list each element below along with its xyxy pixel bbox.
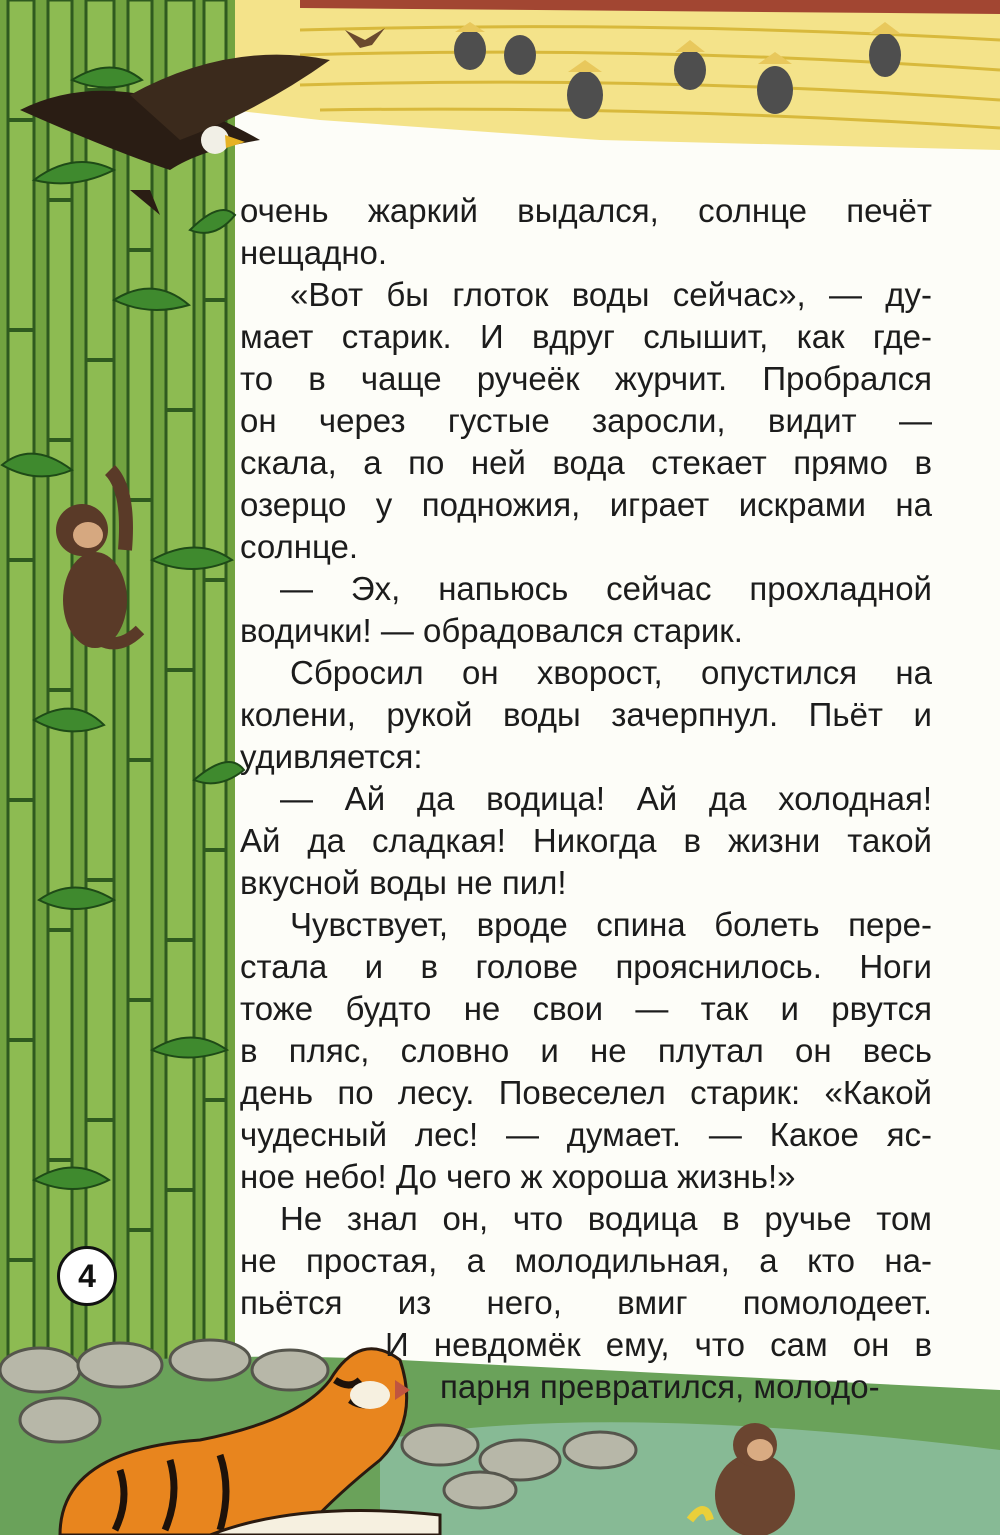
text-line: — Ай да водица! Ай да холодная! <box>280 780 932 817</box>
story-paragraph <box>240 274 932 568</box>
text-line: Чувствует, вроде спина болеть пере- <box>290 906 932 943</box>
story-paragraph <box>240 904 932 1198</box>
text-line: Ай да сладкая! Никогда в жизни такой <box>240 822 932 859</box>
text-line: мает старик. И вдруг слышит, как где- <box>240 318 932 355</box>
text-line: в пляс, словно и не плутал он весь <box>240 1032 932 1069</box>
text-line: И невдомёк ему, что сам он в <box>385 1326 932 1363</box>
text-line: он через густые заросли, видит — <box>240 402 932 439</box>
text-line: тоже будто не свои — так и рвутся <box>240 990 932 1027</box>
text-line: нещадно. <box>240 234 388 271</box>
text-line: «Вот бы глоток воды сейчас», — ду- <box>290 276 932 313</box>
text-line: Сбросил он хворост, опустился на <box>290 654 932 691</box>
text-line: день по лесу. Повеселел старик: «Какой <box>240 1074 932 1111</box>
story-paragraph <box>240 568 932 652</box>
rice-field-illustration <box>230 0 1000 150</box>
text-line: ное небо! До чего ж хороша жизнь!» <box>240 1158 796 1195</box>
text-line: — Эх, напьюсь сейчас прохладной <box>280 570 932 607</box>
text-line: колени, рукой воды зачерпнул. Пьёт и <box>240 696 932 733</box>
text-line: удивляется: <box>240 738 423 775</box>
text-line: Не знал он, что водица в ручье том <box>280 1200 932 1237</box>
text-line: парня превратился, молодо- <box>440 1368 880 1405</box>
text-line: водички! — обрадовался старик. <box>240 612 743 649</box>
text-line: солнце. <box>240 528 359 565</box>
text-line: пьётся из него, вмиг помолодеет. <box>240 1284 932 1321</box>
text-line: не простая, а молодильная, а кто на- <box>240 1242 932 1279</box>
text-line: чудесный лес! — думает. — Какое яс- <box>240 1116 932 1153</box>
text-line: озерцо у подножия, играет искрами на <box>240 486 932 523</box>
page-number: 4 <box>78 1257 96 1294</box>
story-paragraph <box>240 778 932 904</box>
text-line: скала, а по ней вода стекает прямо в <box>240 444 932 481</box>
story-paragraph <box>240 190 932 274</box>
text-line: то в чаще ручеёк журчит. Пробрался <box>240 360 932 397</box>
story-paragraph <box>240 1198 932 1408</box>
story-text <box>240 190 932 1408</box>
text-line: очень жаркий выдался, солнце печёт <box>240 192 932 229</box>
page-number-badge <box>57 1246 117 1306</box>
text-line: вкусной воды не пил! <box>240 864 567 901</box>
story-paragraph <box>240 652 932 778</box>
text-line: стала и в голове прояснилось. Ноги <box>240 948 932 985</box>
